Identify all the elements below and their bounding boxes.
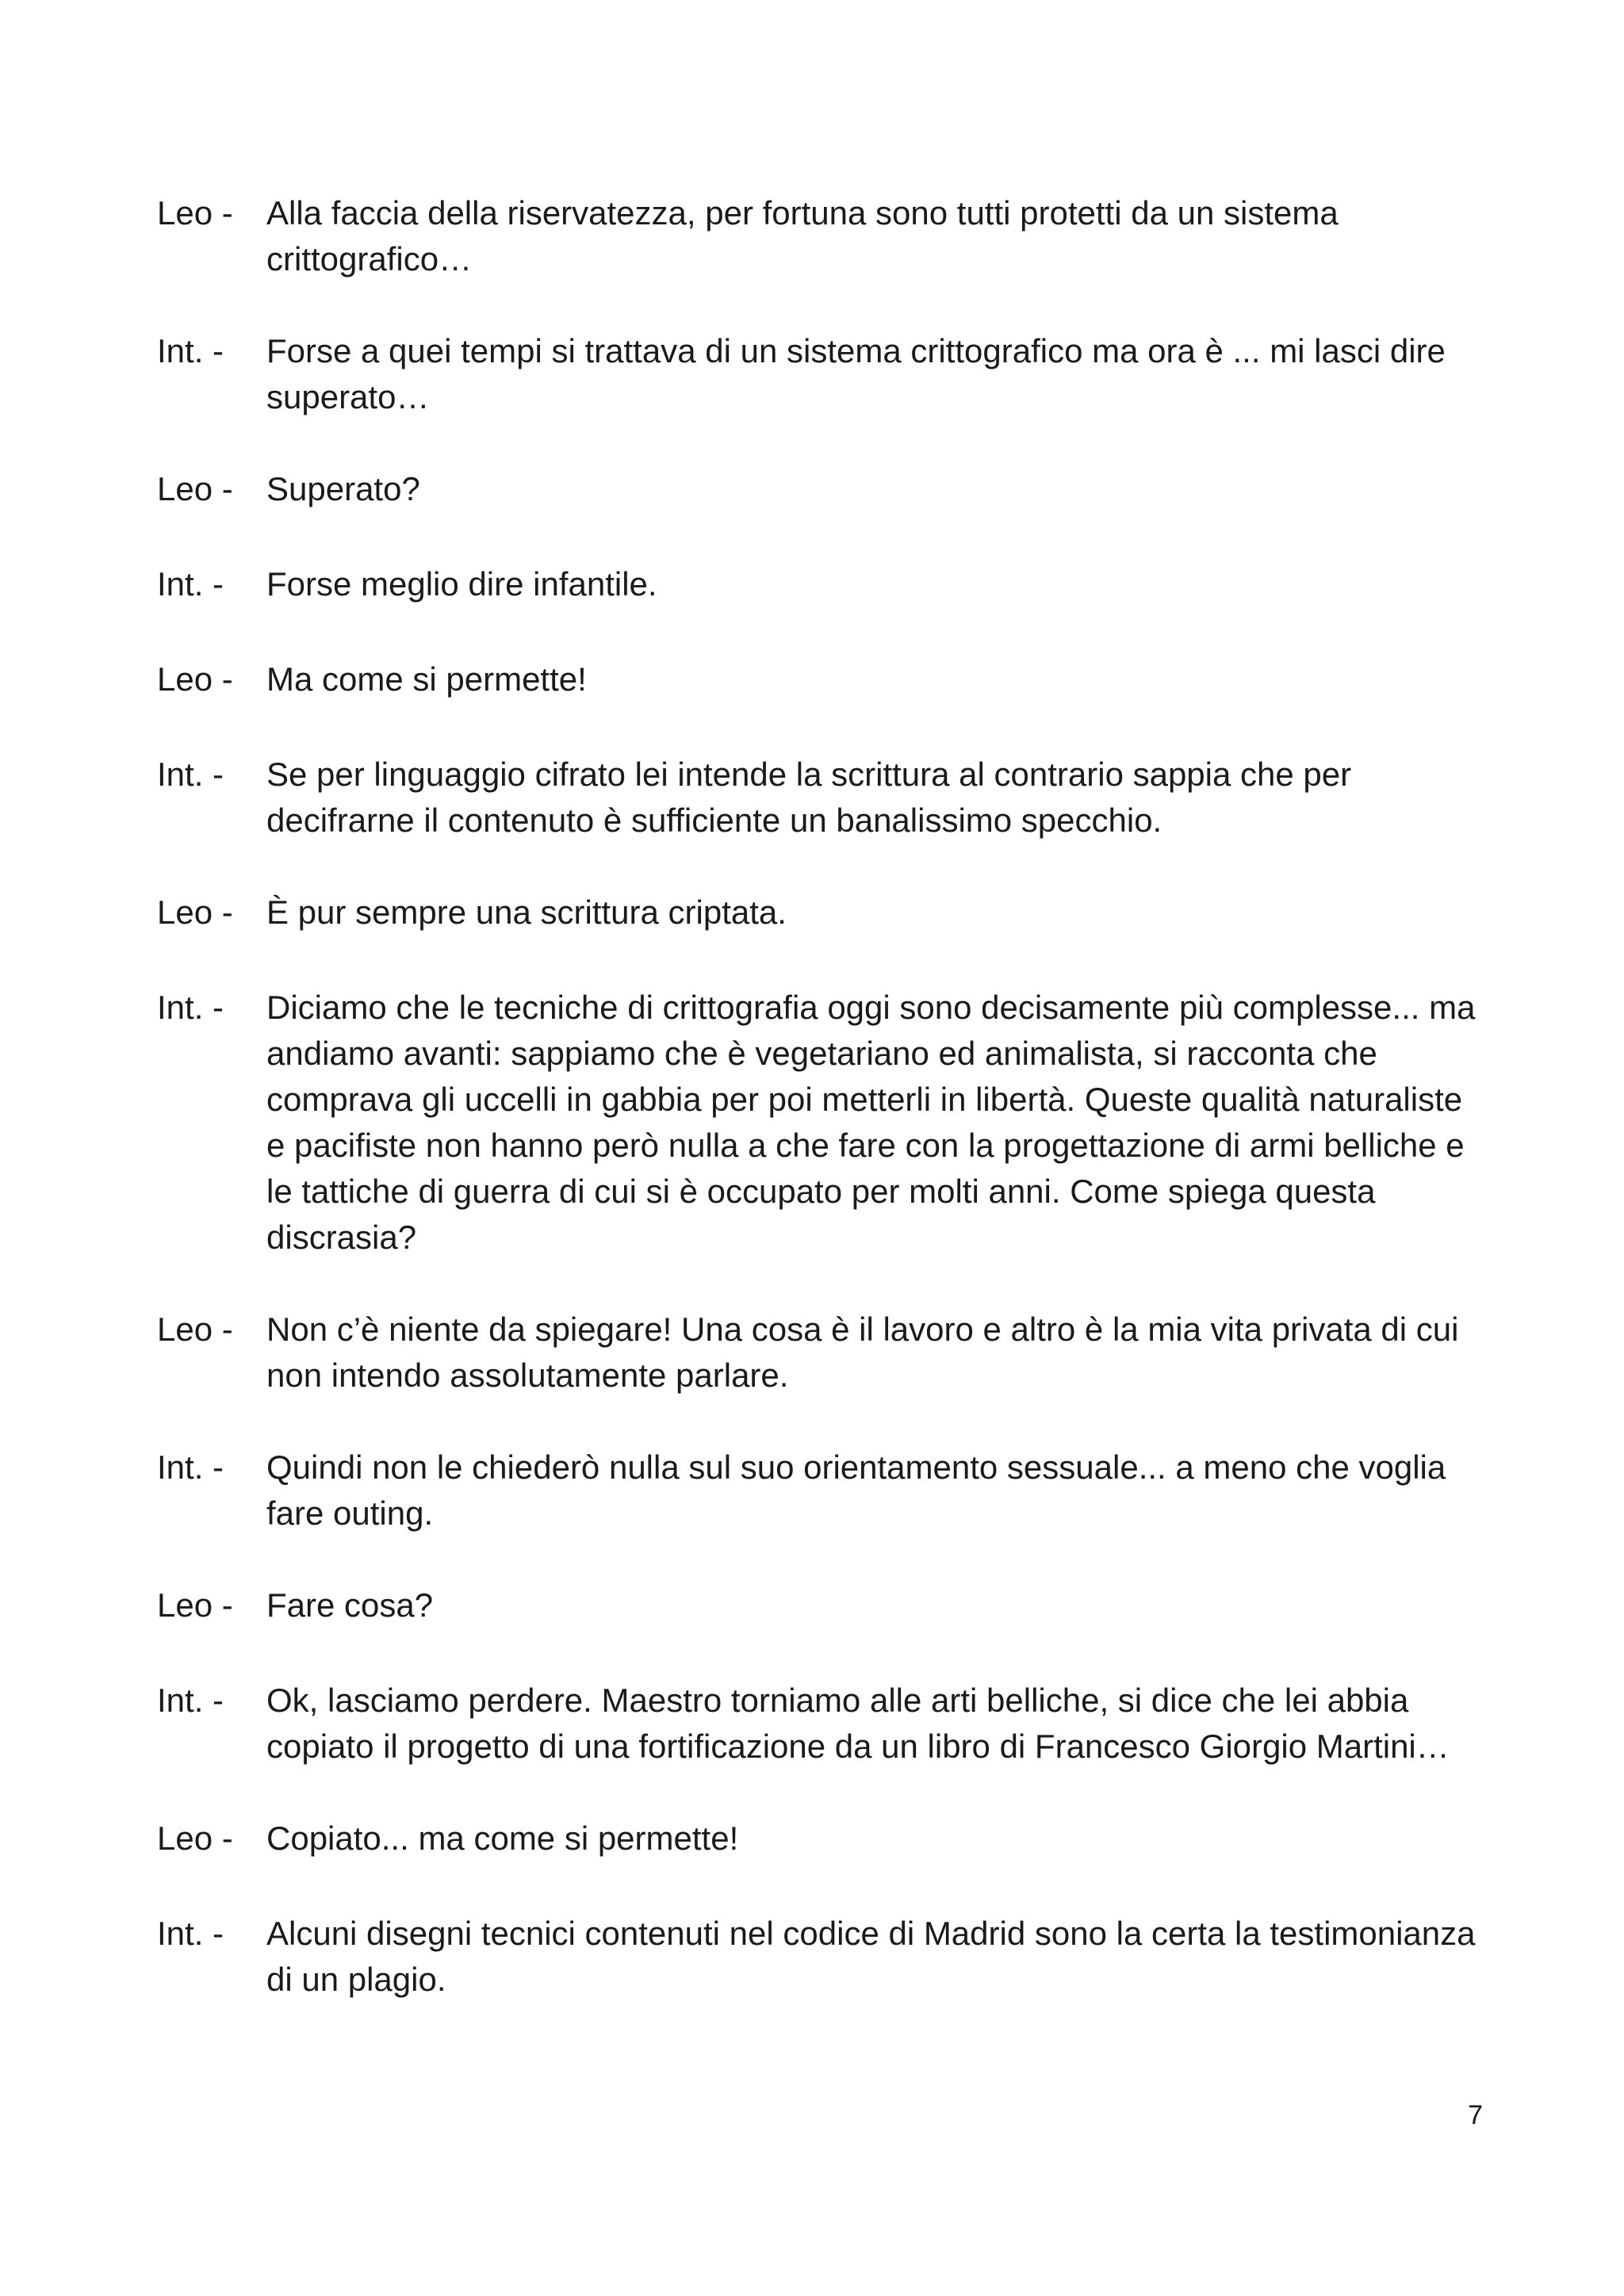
speech-text: Non c’è niente da spiegare! Una cosa è il lavoro e altro è la mia vita privata di cui non intendo assolutamente parlare. — [266, 1311, 1459, 1394]
speaker-label: Int. - — [157, 332, 224, 369]
dialogue-list — [157, 190, 1489, 2003]
dialogue-entry — [157, 1445, 1489, 1536]
speech-text: Ok, lasciamo perdere. Maestro torniamo alle arti belliche, si dice che lei abbia copiato il progetto di una fortificazione da un libro di Francesco Giorgio Martini… — [266, 1682, 1450, 1765]
speaker-label: Int. - — [157, 1448, 224, 1486]
dialogue-entry — [157, 1816, 1489, 1862]
speaker-label: Int. - — [157, 1682, 224, 1719]
speaker-label: Int. - — [157, 756, 224, 793]
speaker-label: Leo - — [157, 194, 233, 232]
dialogue-entry — [157, 466, 1489, 512]
speaker-label: Leo - — [157, 470, 233, 507]
speech-text: Diciamo che le tecniche di crittografia oggi sono decisamente più complesse... ma andiamo avanti: sappiamo che è vegetariano ed animalista, si racconta che comprava gli uccelli in gabbia per poi metterli in libertà. Queste qualità naturaliste e pacifiste non hanno però nulla a che fare con la progettazione di armi belliche e le tattiche di guerra di cui si è occupato per molti anni. Come spiega questa discrasia? — [266, 989, 1476, 1256]
speech-text: È pur sempre una scrittura criptata. — [266, 894, 787, 931]
speech-text: Superato? — [266, 470, 420, 507]
dialogue-entry — [157, 561, 1489, 607]
speech-text: Se per linguaggio cifrato lei intende la scrittura al contrario sappia che per decifrarne il contenuto è sufficiente un banalissimo specchio. — [266, 756, 1352, 839]
dialogue-entry — [157, 1582, 1489, 1628]
speaker-label: Int. - — [157, 565, 224, 603]
dialogue-entry — [157, 752, 1489, 844]
dialogue-entry — [157, 985, 1489, 1261]
dialogue-entry — [157, 328, 1489, 420]
speech-text: Fare cosa? — [266, 1586, 434, 1624]
speech-text: Ma come si permette! — [266, 660, 587, 698]
speaker-label: Leo - — [157, 894, 233, 931]
speech-text: Forse a quei tempi si trattava di un sistema crittografico ma ora è ... mi lasci dire superato… — [266, 332, 1446, 415]
speaker-label: Int. - — [157, 1915, 224, 1952]
speaker-label: Int. - — [157, 989, 224, 1026]
dialogue-entry — [157, 656, 1489, 702]
speaker-label: Leo - — [157, 1820, 233, 1857]
page-number: 7 — [1468, 2100, 1483, 2130]
dialogue-entry — [157, 1911, 1489, 2003]
speech-text: Copiato... ma come si permette! — [266, 1820, 739, 1857]
dialogue-entry — [157, 1678, 1489, 1770]
speech-text: Forse meglio dire infantile. — [266, 565, 657, 603]
speaker-label: Leo - — [157, 1586, 233, 1624]
speech-text: Alla faccia della riservatezza, per fortuna sono tutti protetti da un sistema crittografico… — [266, 194, 1339, 277]
speaker-label: Leo - — [157, 660, 233, 698]
speech-text: Alcuni disegni tecnici contenuti nel codice di Madrid sono la certa la testimonianza di un plagio. — [266, 1915, 1476, 1998]
dialogue-entry — [157, 190, 1489, 282]
dialogue-entry — [157, 890, 1489, 936]
speaker-label: Leo - — [157, 1311, 233, 1348]
dialogue-entry — [157, 1307, 1489, 1399]
speech-text: Quindi non le chiederò nulla sul suo orientamento sessuale... a meno che voglia fare outing. — [266, 1448, 1446, 1532]
